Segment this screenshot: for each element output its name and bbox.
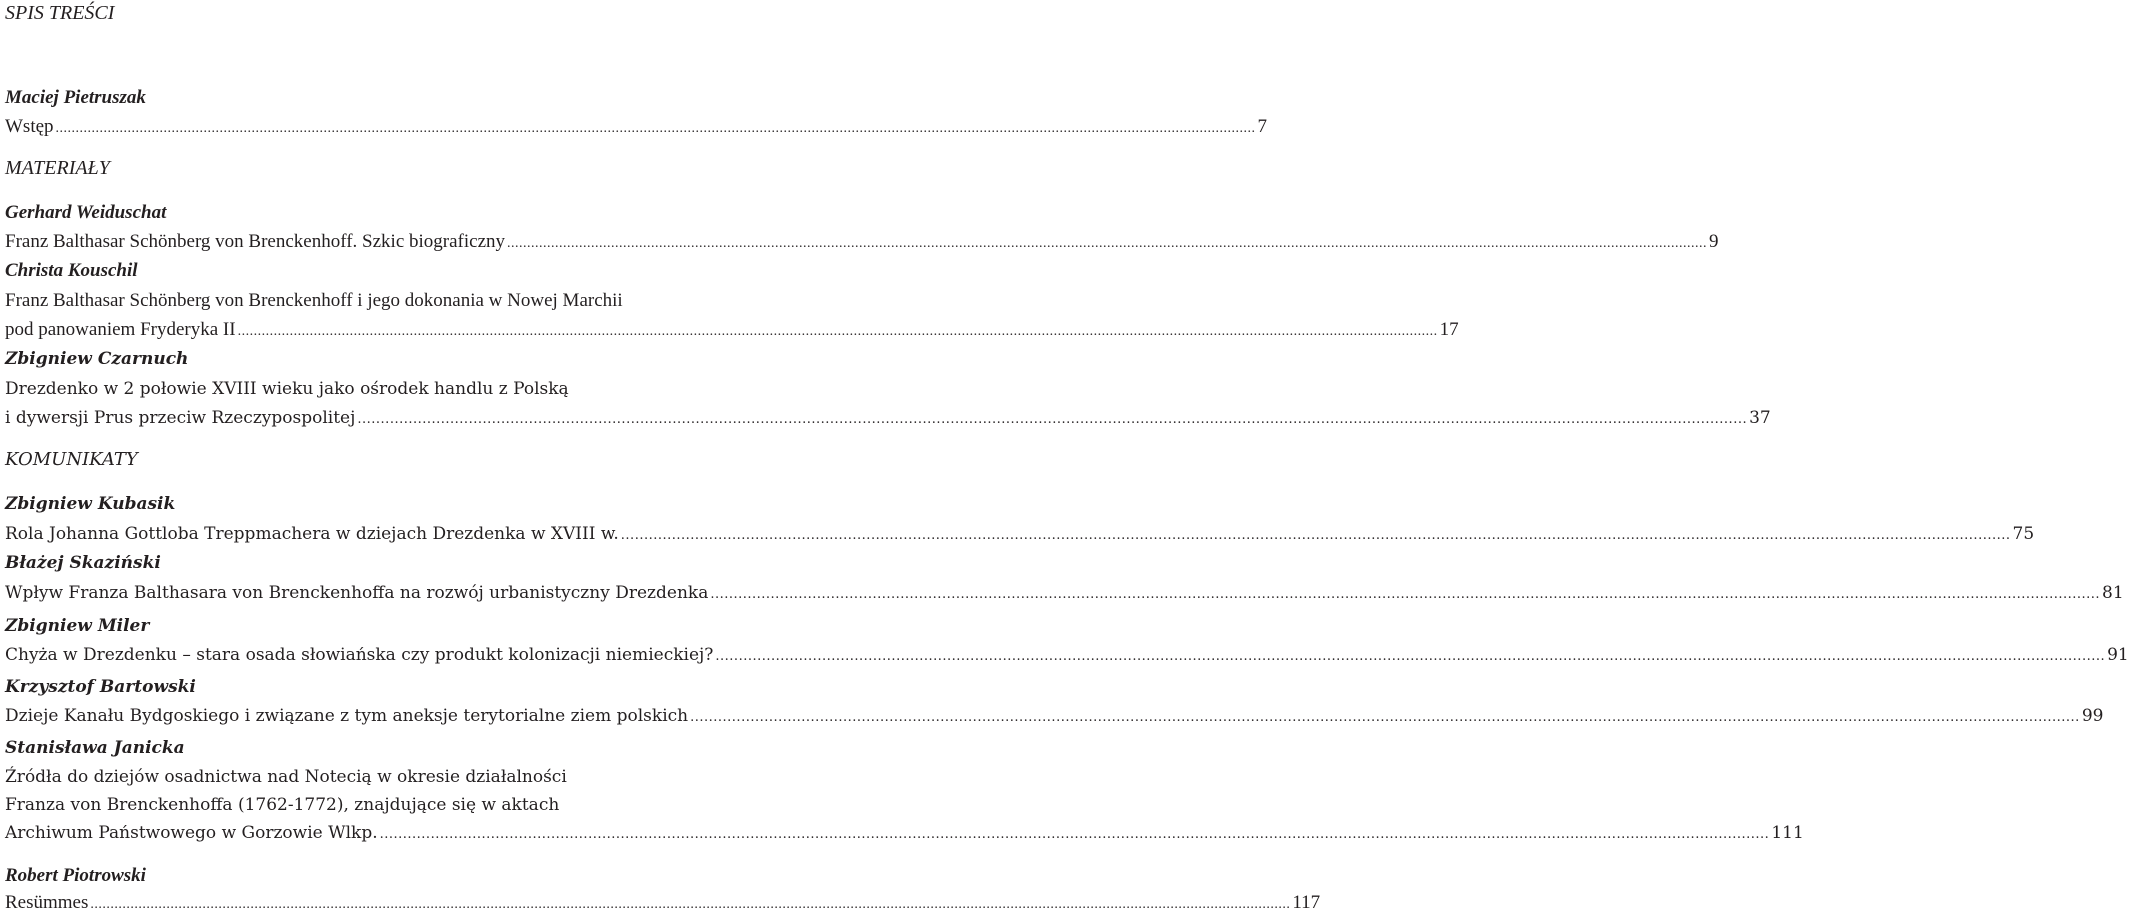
entry-author: Christa Kouschil [5,260,138,281]
entry-author: Krzysztof Bartowski [5,677,196,697]
entry-page: 75 [2012,524,2035,544]
entry-title: Dzieje Kanału Bydgoskiego i związane z tym aneksje terytorialne ziem polskich [5,706,689,726]
entry-title-line: Franza von Brenckenhoffa (1762-1772), znajdujące się w aktach [5,795,560,815]
entry-page: 117 [1292,892,1321,913]
entry-title: Wpływ Franza Balthasara von Brenckenhoffa na rozwój urbanistyczny Drezdenka [5,583,709,603]
entry-author: Maciej Pietruszak [5,87,146,108]
entry-title: Resümmes [5,892,89,913]
toc-entry[interactable] [5,115,1268,141]
entry-page: 9 [1709,231,1719,252]
entry-page: 17 [1439,319,1459,340]
entry-author: Robert Piotrowski [5,865,146,886]
entry-title: Rola Johanna Gottloba Treppmachera w dziejach Drezdenka w XVIII w. [5,524,619,544]
entry-title: pod panowaniem Fryderyka II [5,319,236,340]
entry-title: Franz Balthasar Schönberg von Brenckenhoff. Szkic biograficzny [5,231,506,252]
toc-entry[interactable] [5,230,1719,256]
entry-title: Chyża w Drezdenku – stara osada słowiańska czy produkt kolonizacji niemieckiej? [5,645,714,665]
dot-leader: ............................................................................................................................................................................................................................................................................................................ [507,236,1708,251]
entry-page: 99 [2081,706,2104,726]
entry-title: Archiwum Państwowego w Gorzowie Wlkp. [5,823,378,843]
entry-author: Zbigniew Miler [5,616,150,636]
entry-title-line: Drezdenko w 2 połowie XVIII wieku jako ośrodek handlu z Polską [5,379,569,399]
toc-entry[interactable] [5,318,1459,344]
entry-page: 91 [2107,645,2129,665]
dot-leader: ............................................................................................................................................................................................................................................................................................................ [690,710,2080,725]
toc-title: SPIS TREŚCI [5,2,115,24]
entry-author: Błażej Skaziński [5,553,161,573]
dot-leader: ............................................................................................................................................................................................................................................................................................................ [620,528,2011,543]
entry-page: 37 [1749,408,1771,428]
dot-leader: ............................................................................................................................................................................................................................................................................................................ [715,649,2106,664]
toc-entry[interactable] [5,704,2104,730]
toc-entry[interactable] [5,821,1804,847]
toc-entry[interactable] [5,406,1771,432]
entry-author: Gerhard Weiduschat [5,202,167,223]
entry-title-line: Franz Balthasar Schönberg von Brenckenhoff i jego dokonania w Nowej Marchii [5,290,623,311]
entry-author: Stanisława Janicka [5,738,185,758]
entry-title: i dywersji Prus przeciw Rzeczypospolitej [5,408,356,428]
entry-title: Wstęp [5,116,54,137]
section-heading-materials: MATERIAŁY [5,157,110,179]
toc-entry[interactable] [5,522,2035,548]
entry-author: Zbigniew Kubasik [5,494,176,514]
entry-author: Zbigniew Czarnuch [5,349,189,369]
entry-title-line: Źródła do dziejów osadnictwa nad Notecią w okresie działalności [5,767,567,787]
dot-leader: ............................................................................................................................................................................................................................................................................................................ [237,324,1438,339]
dot-leader: ............................................................................................................................................................................................................................................................................................................ [90,897,1291,912]
entry-page: 81 [2102,583,2124,603]
toc-entry[interactable] [5,643,2129,669]
dot-leader: ............................................................................................................................................................................................................................................................................................................ [357,412,1748,427]
entry-page: 7 [1257,116,1268,137]
dot-leader: ............................................................................................................................................................................................................................................................................................................ [55,121,1256,136]
dot-leader: ............................................................................................................................................................................................................................................................................................................ [710,587,2101,602]
entry-page: 111 [1771,823,1804,843]
section-heading-communications: KOMUNIKATY [5,449,138,470]
toc-entry[interactable] [5,891,1321,917]
toc-entry[interactable] [5,581,2124,607]
dot-leader: ............................................................................................................................................................................................................................................................................................................ [379,827,1770,842]
